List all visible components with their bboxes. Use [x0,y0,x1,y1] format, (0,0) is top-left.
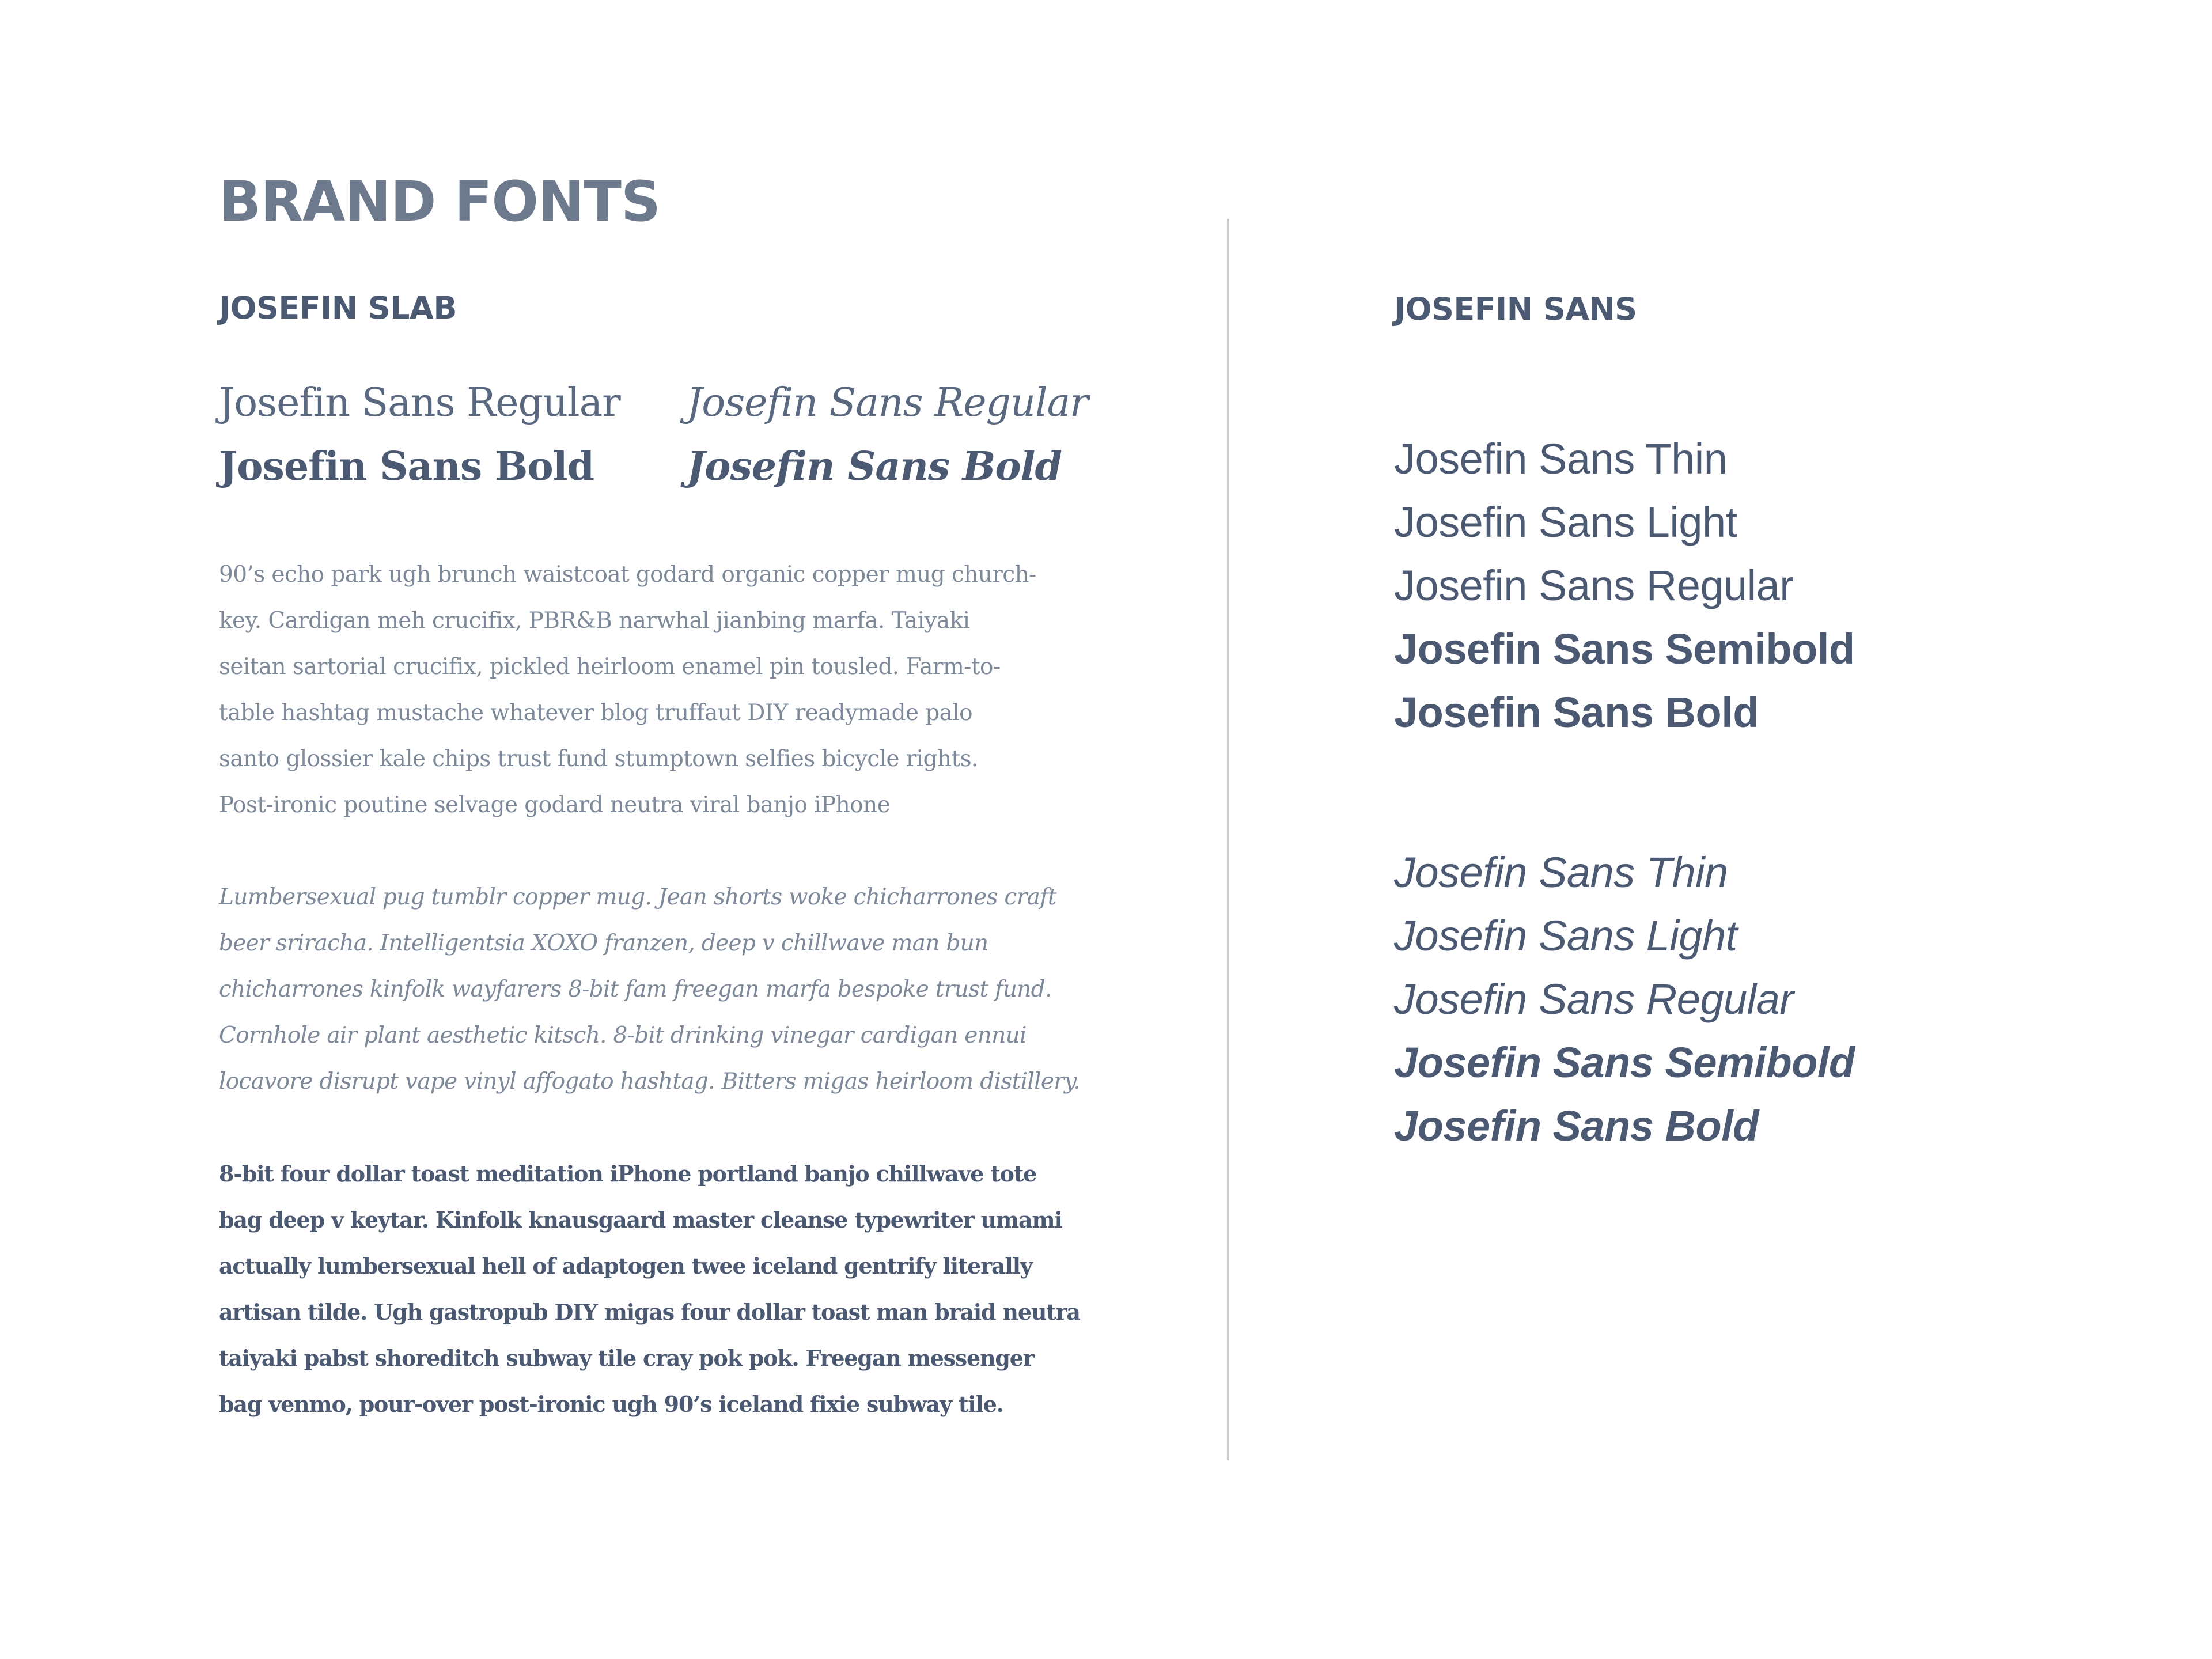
paragraph-line: chicharrones kinfolk wayfarers 8-bit fam freegan marfa bespoke trust fund. [219,976,1052,1002]
page-title: BRAND FONTS [219,169,660,234]
slab-bold-paragraph [219,1151,1094,1427]
slab-regular-paragraph [219,552,1094,828]
josefin-sans-heading: JOSEFIN SANS [1394,291,1637,327]
sans-italic-weights [1394,841,1855,1158]
paragraph-line: artisan tilde. Ugh gastropub DIY migas four dollar toast man braid neutra [219,1299,1080,1325]
paragraph-line: beer sriracha. Intelligentsia XOXO franzen, deep v chillwave man bun [219,930,988,956]
sans-bold-sample: Josefin Sans Bold [1394,688,1759,736]
sans-semibold-sample: Josefin Sans Semibold [1394,625,1855,673]
paragraph-line: Cornhole air plant aesthetic kitsch. 8-bit drinking vinegar cardigan ennui [219,1022,1027,1048]
paragraph-line: seitan sartorial crucifix, pickled heirloom enamel pin tousled. Farm-to- [219,654,1001,680]
sans-light-sample: Josefin Sans Light [1394,498,1737,546]
slab-regular-italic-sample: Josefin Sans Regular [687,380,1088,426]
paragraph-line: 8-bit four dollar toast meditation iPhone portland banjo chillwave tote [219,1161,1037,1187]
paragraph-line: table hashtag mustache whatever blog truffaut DIY readymade palo [219,700,973,726]
paragraph-line: Lumbersexual pug tumblr copper mug. Jean shorts woke chicharrones craft [219,884,1056,910]
sans-thin-sample: Josefin Sans Thin [1394,435,1728,483]
paragraph-line: locavore disrupt vape vinyl affogato hashtag. Bitters migas heirloom distillery. [219,1069,1081,1094]
sans-regular-sample: Josefin Sans Regular [1394,562,1794,609]
paragraph-line: 90’s echo park ugh brunch waistcoat godard organic copper mug church- [219,562,1036,588]
sans-regular-italic-sample: Josefin Sans Regular [1394,975,1794,1023]
paragraph-line: santo glossier kale chips trust fund stumptown selfies bicycle rights. [219,746,978,772]
slab-italic-paragraph [219,874,1094,1105]
slab-bold-sample: Josefin Sans Bold [219,444,594,490]
sans-upright-weights [1394,427,1855,744]
sans-light-italic-sample: Josefin Sans Light [1394,912,1737,960]
paragraph-line: taiyaki pabst shoreditch subway tile cray pok pok. Freegan messenger [219,1345,1034,1371]
paragraph-line: Post-ironic poutine selvage godard neutra viral banjo iPhone [219,792,891,818]
sans-thin-italic-sample: Josefin Sans Thin [1394,849,1728,896]
paragraph-line: actually lumbersexual hell of adaptogen twee iceland gentrify literally [219,1253,1032,1279]
sans-bold-italic-sample: Josefin Sans Bold [1394,1102,1759,1150]
column-divider [1227,219,1229,1460]
paragraph-line: key. Cardigan meh crucifix, PBR&B narwhal jianbing marfa. Taiyaki [219,608,970,634]
josefin-slab-heading: JOSEFIN SLAB [219,290,457,326]
slab-regular-sample: Josefin Sans Regular [219,380,620,426]
paragraph-line: bag venmo, pour-over post-ironic ugh 90’s iceland fixie subway tile. [219,1391,1003,1417]
paragraph-line: bag deep v keytar. Kinfolk knausgaard master cleanse typewriter umami [219,1207,1062,1233]
slab-bold-italic-sample: Josefin Sans Bold [687,444,1062,490]
sans-semibold-italic-sample: Josefin Sans Semibold [1394,1039,1855,1086]
